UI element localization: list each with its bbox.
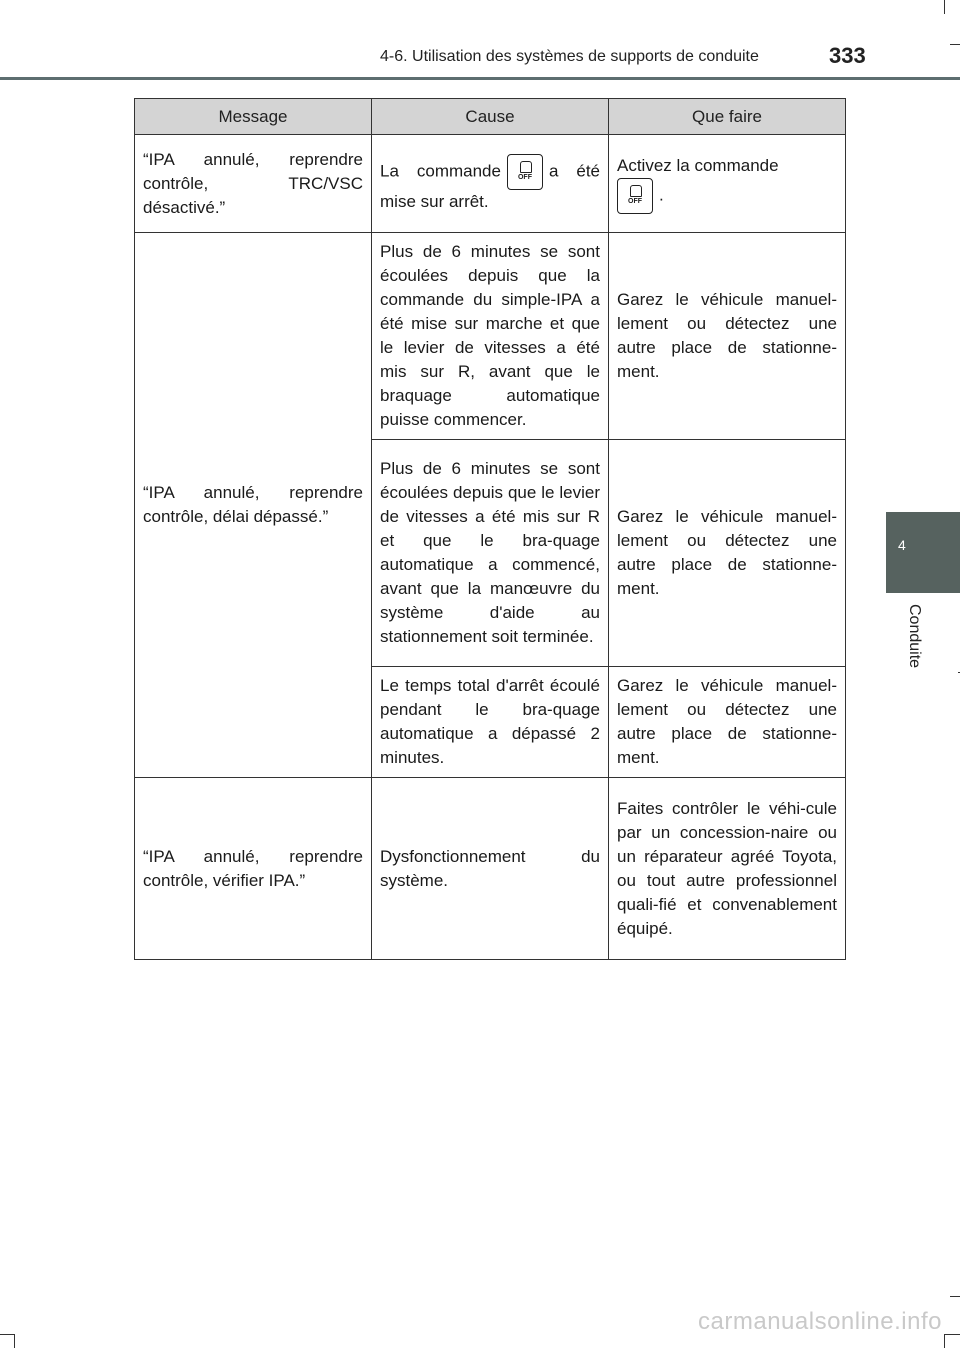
chapter-number: 4 bbox=[898, 537, 906, 553]
message-cell: “IPA annulé, reprendre contrôle, vérifier IPA.” bbox=[135, 778, 372, 960]
action-text-end: . bbox=[659, 184, 664, 204]
cause-cell: Plus de 6 minutes se sont écoulées depuis que la commande du simple-IPA a été mise sur marche et que le levier de vitesses a été mis sur R, avant que le braquage automatique puisse commencer. bbox=[372, 233, 609, 440]
message-text: “IPA annulé, reprendre contrôle, délai dépassé.” bbox=[143, 483, 363, 526]
action-cell bbox=[609, 135, 846, 233]
action-cell: Garez le véhicule manuel-lement ou détectez une autre place de stationne-ment. bbox=[609, 667, 846, 778]
header-action: Que faire bbox=[609, 99, 846, 135]
table-row bbox=[135, 778, 846, 960]
cause-cell: Plus de 6 minutes se sont écoulées depuis que le levier de vitesses a été mis sur R et que le bra-quage automatique a commencé, avant que la manœuvre du système d'aide au stationnement soit terminée. bbox=[372, 440, 609, 667]
cause-cell: Le temps total d'arrêt écoulé pendant le bra-quage automatique a dépassé 2 minutes. bbox=[372, 667, 609, 778]
table-header-row bbox=[135, 99, 846, 135]
action-cell: Garez le véhicule manuel-lement ou détectez une autre place de stationne-ment. bbox=[609, 233, 846, 440]
table-row bbox=[135, 233, 846, 440]
chapter-label: Conduite bbox=[906, 604, 923, 669]
crop-mark bbox=[944, 0, 945, 14]
crop-mark bbox=[944, 1334, 960, 1335]
action-text-start: Activez la commande bbox=[617, 155, 779, 175]
crop-mark bbox=[0, 1334, 14, 1335]
cause-cell: Dysfonctionnement du système. bbox=[372, 778, 609, 960]
section-title: 4-6. Utilisation des systèmes de supports de conduite bbox=[380, 48, 759, 65]
crop-mark bbox=[14, 1334, 15, 1348]
action-cell: Garez le véhicule manuel-lement ou détectez une autre place de stationne-ment. bbox=[609, 440, 846, 667]
message-cell bbox=[135, 135, 372, 233]
header-cause: Cause bbox=[372, 99, 609, 135]
crop-mark bbox=[950, 44, 960, 45]
cause-text-start: La commande bbox=[380, 160, 501, 180]
vsc-off-icon: OFF bbox=[507, 154, 543, 190]
action-cell: Faites contrôler le véhi-cule par un concession-naire ou un réparateur agréé Toyota, ou tout autre professionnel quali-fié et convenablement équipé. bbox=[609, 778, 846, 960]
watermark-logo: carmanualsonline.info bbox=[698, 1308, 942, 1335]
cause-cell bbox=[372, 135, 609, 233]
message-text: “IPA annulé, reprendre contrôle, TRC/VSC désactivé.” bbox=[143, 149, 363, 217]
crop-mark bbox=[944, 1334, 945, 1348]
message-cell bbox=[135, 233, 372, 778]
vsc-off-icon: OFF bbox=[617, 178, 653, 214]
page-number: 333 bbox=[829, 43, 866, 68]
message-table bbox=[134, 98, 846, 960]
table-row bbox=[135, 135, 846, 233]
header-message: Message bbox=[135, 99, 372, 135]
header-rule bbox=[0, 77, 960, 80]
crop-mark bbox=[950, 1296, 960, 1297]
cause-text-end: a été mise sur arrêt. bbox=[380, 160, 601, 211]
